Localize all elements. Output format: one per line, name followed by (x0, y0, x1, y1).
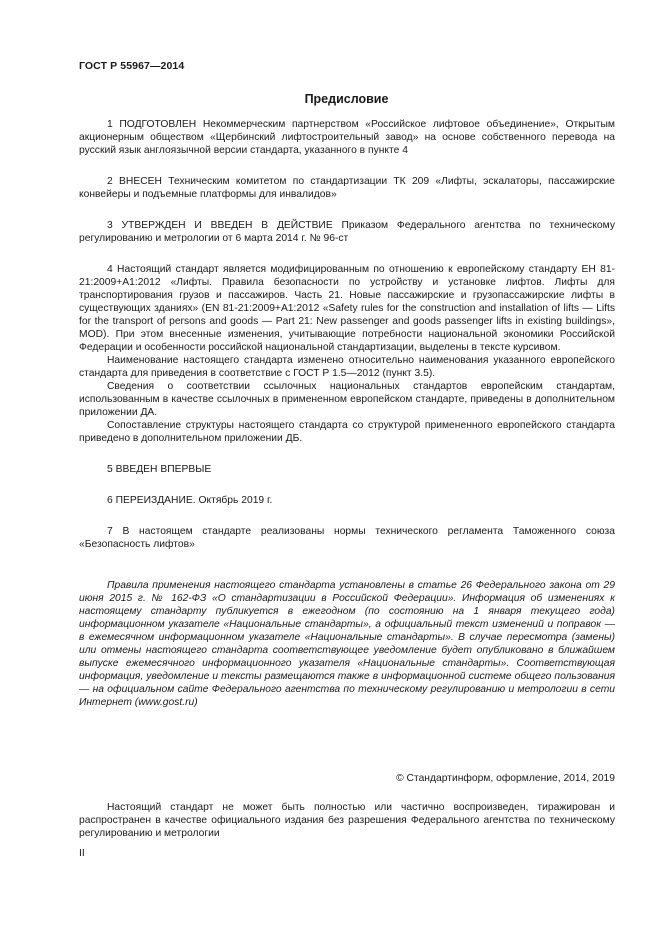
item-5: 5 ВВЕДЕН ВПЕРВЫЕ (107, 464, 212, 475)
reproduction-block (79, 801, 615, 840)
item-7: 7 В настоящем стандарте реализованы нормы технического регламента Таможенного союза «Безопасность лифтов» (79, 526, 615, 550)
item-4-structure: Сопоставление структуры настоящего стандарта со структурой примененного европейского стандарта приведено в дополнительном приложении ДБ. (79, 420, 615, 444)
item-3: 3 УТВЕРЖДЕН И ВВЕДЕН В ДЕЙСТВИЕ Приказом Федерального агентства по техническому регулированию и метрологии от 6 марта 2014 г. № 96-ст (79, 220, 615, 244)
document-header: ГОСТ Р 55967—2014 (79, 60, 185, 72)
page-title: Предисловие (304, 92, 389, 106)
notice-block (79, 579, 615, 709)
notice-text: Правила применения настоящего стандарта установлены в статье 26 Федерального закона от 29 июня 2015 г. № 162-ФЗ «О стандартизации в Российской Федерации». Информация об изменениях к настоящему стандарту публикуется в ежегодном (по состоянию на 1 января текущего года) информационном указателе «Национальные стандарты», а официальный текст изменений и поправок — в ежемесячном информационном указателе «Национальные стандарты». В случае пересмотра (замены) или отмены настоящего стандарта соответствующее уведомление будет опубликовано в ближайшем выпуске ежемесячного информационного указателя «Национальные стандарты». Соответствующая информация, уведомление и тексты размещаются также в информационной системе общего пользования — на официальном сайте Федерального агентства по техническому регулированию и метрологии в сети Интернет (www.gost.ru) (79, 580, 615, 708)
item-4: 4 Настоящий стандарт является модифицированным по отношению к европейскому стандарту ЕН 81-21:2009+А1:2012 «Лифты. Правила безопасности по устройству и установке лифтов. Лифты для транспортирования грузов и пассажиров. Часть 21. Новые пассажирские и грузопассажирские лифты в существующих зданиях» (EN 81-21:2009+А1:2012 «Safety rules for the construction and installation of lifts — Lifts for the transport of persons and goods — Part 21: New passenger and goods passenger lifts in existing buildings», MOD). При этом внесенные изменения, учитывающие потребности национальной экономики Российской Федерации и особенности российской национальной стандартизации, выделены в тексте курсивом. (79, 264, 615, 353)
reproduction-text: Настоящий стандарт не может быть полностью или частично воспроизведен, тиражирован и распространен в качестве официального издания без разрешения Федерального агентства по техническому регулированию и метрологии (79, 802, 615, 839)
copyright: © Стандартинформ, оформление, 2014, 2019 (396, 773, 615, 784)
item-6: 6 ПЕРЕИЗДАНИЕ. Октябрь 2019 г. (107, 495, 273, 506)
item-4-name-change: Наименование настоящего стандарта изменено относительно наименования указанного европейского стандарта для приведения в соответствие с ГОСТ Р 1.5—2012 (пункт 3.5). (79, 355, 615, 379)
item-2: 2 ВНЕСЕН Техническим комитетом по стандартизации ТК 209 «Лифты, эскалаторы, пассажирские конвейеры и подъемные платформы для инвалидов» (79, 176, 615, 200)
foreword-body (79, 118, 615, 551)
page-number: II (79, 848, 85, 859)
item-1: 1 ПОДГОТОВЛЕН Некоммерческим партнерством «Российское лифтовое объединение», Открытым акционерным обществом «Щербинский лифтостроительный завод» на основе собственного перевода на русский язык англоязычной версии стандарта, указанного в пункте 4 (79, 119, 615, 156)
item-4-references: Сведения о соответствии ссылочных национальных стандартов европейским стандартам, использованным в качестве ссылочных в примененном европейском стандарте, приведены в дополнительном приложении ДА. (79, 381, 615, 418)
